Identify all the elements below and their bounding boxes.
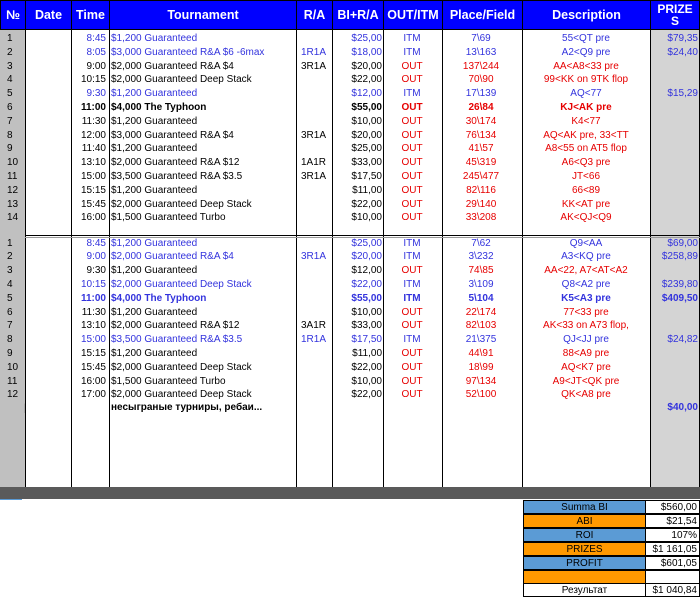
row-description[interactable]: A2<Q9 pre: [561, 47, 611, 58]
row-out-itm[interactable]: OUT: [401, 116, 423, 127]
row-number[interactable]: 12: [7, 389, 19, 400]
row-place-field[interactable]: 18\99: [468, 362, 494, 373]
blue-fill-line: [0, 499, 22, 500]
row-place-field[interactable]: 3\109: [468, 279, 494, 290]
row-prize[interactable]: $15,29: [667, 88, 698, 99]
row-ra[interactable]: [296, 115, 331, 129]
row-description[interactable]: AQ<K7 pre: [561, 362, 611, 373]
row-ra[interactable]: [296, 142, 331, 156]
row-description[interactable]: A3<KQ pre: [561, 251, 611, 262]
row-out-itm[interactable]: ITM: [403, 238, 421, 249]
row-prize[interactable]: $409,50: [661, 293, 698, 304]
row-ra[interactable]: [296, 32, 331, 46]
row-out-itm[interactable]: ITM: [403, 251, 421, 262]
header-prizes[interactable]: [650, 0, 700, 30]
section-divider: [25, 235, 700, 236]
row-tournament[interactable]: $1,200 Guaranteed: [111, 33, 198, 44]
row-time[interactable]: 15:15: [80, 348, 106, 359]
row-place-field[interactable]: 17\139: [465, 88, 497, 99]
row-description[interactable]: Q8<A2 pre: [561, 279, 611, 290]
row-prize[interactable]: [651, 170, 698, 184]
row-ra[interactable]: 1A1R: [300, 157, 326, 168]
row-description[interactable]: 66<89: [571, 185, 601, 196]
row-description[interactable]: KJ<AK pre: [560, 102, 612, 113]
row-out-itm[interactable]: OUT: [401, 348, 423, 359]
row-out-itm[interactable]: OUT: [401, 143, 423, 154]
summary-value[interactable]: 107%: [645, 528, 700, 542]
row-bira[interactable]: $12,00: [351, 88, 382, 99]
row-description[interactable]: AA<22, A7<AT<A2: [544, 265, 628, 276]
grid-line: [25, 30, 26, 499]
row-place-field[interactable]: 30\174: [465, 116, 497, 127]
row-out-itm[interactable]: OUT: [401, 320, 423, 331]
row-number[interactable]: 7: [7, 116, 13, 127]
header-prizes-line2: S: [670, 14, 679, 28]
row-out-itm[interactable]: OUT: [401, 61, 423, 72]
row-number[interactable]: 4: [7, 74, 13, 85]
header-num[interactable]: №: [0, 0, 25, 30]
row-bira[interactable]: $22,00: [351, 199, 382, 210]
row-bira[interactable]: $33,00: [351, 320, 382, 331]
row-bira[interactable]: $17,50: [351, 334, 382, 345]
row-tournament[interactable]: $2,000 Guaranteed Deep Stack: [111, 199, 252, 210]
row-ra[interactable]: [296, 87, 331, 101]
row-prize[interactable]: [651, 156, 698, 170]
summary-value[interactable]: $21,54: [645, 514, 700, 528]
row-out-itm[interactable]: OUT: [401, 171, 423, 182]
row-out-itm[interactable]: OUT: [401, 389, 423, 400]
row-place-field[interactable]: 7\62: [471, 238, 491, 249]
row-time[interactable]: 9:30: [86, 88, 106, 99]
row-number[interactable]: 7: [7, 320, 13, 331]
row-bira[interactable]: $10,00: [351, 376, 382, 387]
row-prize[interactable]: $79,35: [667, 33, 698, 44]
summary-value[interactable]: [645, 570, 700, 584]
row-prize[interactable]: $258,89: [661, 251, 698, 262]
row-time[interactable]: 8:45: [86, 33, 106, 44]
row-place-field[interactable]: 33\208: [465, 212, 497, 223]
row-number[interactable]: 1: [7, 33, 13, 44]
summary-label[interactable]: Summa BI: [523, 500, 645, 514]
summary-value[interactable]: $1 161,05: [645, 542, 700, 556]
row-bira[interactable]: $20,00: [351, 61, 382, 72]
row-ra[interactable]: 1R1A: [300, 47, 326, 58]
row-place-field[interactable]: 137\244: [462, 61, 500, 72]
row-number[interactable]: 2: [7, 47, 13, 58]
header-date[interactable]: Date: [25, 0, 71, 30]
row-bira[interactable]: $22,00: [351, 362, 382, 373]
row-tournament[interactable]: $3,000 Guaranteed R&A $6 -6max: [111, 47, 265, 58]
row-time[interactable]: 16:00: [80, 212, 106, 223]
row-number[interactable]: 11: [7, 171, 18, 182]
row-prize[interactable]: [651, 319, 698, 333]
row-ra[interactable]: [296, 101, 331, 115]
row-time[interactable]: 9:00: [86, 61, 106, 72]
row-number[interactable]: 2: [7, 251, 13, 262]
row-place-field[interactable]: 74\85: [468, 265, 494, 276]
row-number[interactable]: 14: [7, 212, 19, 223]
row-time[interactable]: 10:15: [80, 279, 106, 290]
row-number[interactable]: 3: [7, 265, 13, 276]
row-tournament[interactable]: $4,000 The Typhoon: [111, 102, 207, 113]
header-desc[interactable]: Description: [522, 0, 650, 30]
row-tournament[interactable]: $1,200 Guaranteed: [111, 185, 198, 196]
row-time[interactable]: 9:30: [86, 265, 106, 276]
row-ra[interactable]: [296, 278, 331, 292]
row-number[interactable]: 1: [7, 238, 13, 249]
row-ra[interactable]: [296, 198, 331, 212]
row-ra[interactable]: 3A1R: [300, 320, 326, 331]
row-number[interactable]: 9: [7, 143, 13, 154]
row-place-field[interactable]: 13\163: [465, 47, 497, 58]
row-number[interactable]: 10: [7, 157, 19, 168]
row-number[interactable]: 8: [7, 130, 13, 141]
row-time[interactable]: 8:45: [86, 238, 106, 249]
row-description[interactable]: Q9<AA: [569, 238, 603, 249]
row-description[interactable]: A9<JT<QK pre: [552, 376, 620, 387]
row-ra[interactable]: [296, 237, 331, 251]
result-row: [523, 583, 700, 597]
row-description[interactable]: 55<QT pre: [562, 33, 610, 44]
row-place-field[interactable]: 52\100: [465, 389, 497, 400]
row-out-itm[interactable]: OUT: [401, 199, 423, 210]
row-place-field[interactable]: 245\477: [462, 171, 500, 182]
row-place-field[interactable]: 70\90: [468, 74, 494, 85]
row-time[interactable]: 13:10: [80, 157, 106, 168]
row-number[interactable]: 9: [7, 348, 13, 359]
header-time[interactable]: Time: [71, 0, 109, 30]
row-tournament[interactable]: $1,500 Guaranteed Turbo: [111, 376, 226, 387]
row-place-field[interactable]: 5\104: [468, 293, 494, 304]
row-prize[interactable]: [651, 361, 698, 375]
row-description[interactable]: 99<KK on 9TK flop: [543, 74, 629, 85]
row-ra[interactable]: [296, 388, 331, 402]
row-bira[interactable]: $11,00: [352, 185, 382, 196]
row-time[interactable]: 15:15: [80, 185, 106, 196]
row-bira[interactable]: $55,00: [351, 293, 382, 304]
row-tournament[interactable]: $2,000 Guaranteed Deep Stack: [111, 389, 252, 400]
row-out-itm[interactable]: OUT: [401, 376, 423, 387]
row-bira[interactable]: $25,00: [351, 143, 382, 154]
row-description[interactable]: K5<A3 pre: [561, 293, 611, 304]
row-time[interactable]: 17:00: [80, 389, 106, 400]
summary-row: [523, 528, 700, 542]
row-out-itm[interactable]: ITM: [403, 88, 421, 99]
row-number[interactable]: 5: [7, 88, 13, 99]
row-tournament[interactable]: $1,200 Guaranteed: [111, 307, 198, 318]
row-ra[interactable]: [296, 73, 331, 87]
row-tournament[interactable]: $4,000 The Typhoon: [111, 293, 207, 304]
row-place-field[interactable]: 82\103: [465, 320, 497, 331]
summary-value[interactable]: $560,00: [645, 500, 700, 514]
row-description[interactable]: A6<Q3 pre: [561, 157, 611, 168]
row-bira[interactable]: $25,00: [351, 238, 382, 249]
row-ra[interactable]: [296, 306, 331, 320]
row-tournament[interactable]: $2,000 Guaranteed Deep Stack: [111, 362, 252, 373]
row-tournament[interactable]: $3,500 Guaranteed R&A $3.5: [111, 171, 243, 182]
row-number[interactable]: 10: [7, 362, 19, 373]
row-place-field[interactable]: 45\319: [465, 157, 497, 168]
row-time[interactable]: 11:40: [81, 143, 106, 154]
row-time[interactable]: 15:00: [80, 334, 106, 345]
summary-label[interactable]: ROI: [523, 528, 645, 542]
row-place-field[interactable]: 76\134: [465, 130, 497, 141]
row-out-itm[interactable]: OUT: [401, 74, 423, 85]
row-bira[interactable]: $18,00: [351, 47, 382, 58]
row-ra[interactable]: 3R1A: [300, 61, 326, 72]
row-bira[interactable]: $11,00: [352, 348, 382, 359]
row-description[interactable]: K4<77: [571, 116, 601, 127]
header-tournament[interactable]: Tournament: [109, 0, 296, 30]
row-ra[interactable]: [296, 361, 331, 375]
row-place-field[interactable]: 29\140: [465, 199, 497, 210]
row-bira[interactable]: $10,00: [351, 307, 382, 318]
row-number[interactable]: 3: [7, 61, 13, 72]
row-tournament[interactable]: $2,000 Guaranteed Deep Stack: [111, 74, 252, 85]
header-bira[interactable]: BI+R/A: [332, 0, 383, 30]
row-out-itm[interactable]: OUT: [401, 362, 423, 373]
summary-value[interactable]: $601,05: [645, 556, 700, 570]
row-prize[interactable]: [651, 306, 698, 320]
row-ra[interactable]: [296, 211, 331, 225]
row-prize[interactable]: [651, 347, 698, 361]
row-tournament[interactable]: $2,000 Guaranteed R&A $4: [111, 61, 234, 72]
row-out-itm[interactable]: OUT: [401, 130, 423, 141]
row-number[interactable]: 4: [7, 279, 13, 290]
row-bira[interactable]: $17,50: [351, 171, 382, 182]
row-bira[interactable]: $33,00: [351, 157, 382, 168]
row-prize[interactable]: [651, 211, 698, 225]
row-number[interactable]: 12: [7, 185, 19, 196]
header-ra[interactable]: R/A: [296, 0, 332, 30]
row-prize[interactable]: [651, 60, 698, 74]
row-bira[interactable]: $10,00: [351, 212, 382, 223]
row-description[interactable]: AA<A8<33 pre: [553, 61, 619, 72]
row-ra[interactable]: [296, 264, 331, 278]
row-place-field[interactable]: 3\232: [468, 251, 494, 262]
summary-label[interactable]: ABI: [523, 514, 645, 528]
row-prize[interactable]: [651, 115, 698, 129]
row-ra[interactable]: [296, 347, 331, 361]
row-time[interactable]: 11:00: [80, 102, 106, 113]
row-number[interactable]: 13: [7, 199, 19, 210]
row-prize[interactable]: [651, 142, 698, 156]
row-ra[interactable]: [296, 184, 331, 198]
row-out-itm[interactable]: OUT: [401, 265, 423, 276]
header-outitm[interactable]: OUT/ITM: [383, 0, 442, 30]
row-out-itm[interactable]: ITM: [403, 279, 421, 290]
row-bira[interactable]: $22,00: [351, 74, 382, 85]
extra-row-label[interactable]: несыграные турниры, ребаи...: [111, 402, 263, 413]
row-number[interactable]: 6: [7, 307, 13, 318]
row-number[interactable]: 5: [7, 293, 13, 304]
row-tournament[interactable]: $1,500 Guaranteed Turbo: [111, 212, 226, 223]
row-time[interactable]: 11:30: [81, 307, 106, 318]
row-out-itm[interactable]: ITM: [403, 33, 421, 44]
row-time[interactable]: 15:45: [80, 199, 106, 210]
header-prizes-line1: PRIZE: [657, 2, 693, 16]
row-out-itm[interactable]: OUT: [401, 157, 423, 168]
row-tournament[interactable]: $1,200 Guaranteed: [111, 238, 198, 249]
row-prize[interactable]: [651, 388, 698, 402]
row-place-field[interactable]: 26\84: [468, 102, 494, 113]
result-value[interactable]: $1 040,84: [645, 583, 700, 597]
row-prize[interactable]: $69,00: [667, 238, 698, 249]
row-tournament[interactable]: $1,200 Guaranteed: [111, 116, 198, 127]
row-time[interactable]: 9:00: [86, 251, 106, 262]
row-ra[interactable]: 3R1A: [300, 130, 326, 141]
row-tournament[interactable]: $1,200 Guaranteed: [111, 265, 198, 276]
row-number[interactable]: 11: [7, 376, 18, 387]
row-out-itm[interactable]: OUT: [401, 212, 423, 223]
row-description[interactable]: JT<66: [571, 171, 601, 182]
summary-row: [523, 500, 700, 514]
row-time[interactable]: 16:00: [80, 376, 106, 387]
summary-label[interactable]: [523, 570, 645, 584]
row-description[interactable]: AQ<AK pre, 33<TT: [543, 130, 629, 141]
row-prize[interactable]: [651, 73, 698, 87]
row-description[interactable]: AK<QJ<Q9: [560, 212, 612, 223]
header-place[interactable]: Place/Field: [442, 0, 522, 30]
row-place-field[interactable]: 82\116: [466, 185, 496, 196]
row-prize[interactable]: [651, 184, 698, 198]
row-description[interactable]: AK<33 on A73 flop,: [543, 320, 629, 331]
row-description[interactable]: A8<55 on AT5 flop: [545, 143, 627, 154]
row-out-itm[interactable]: ITM: [403, 47, 421, 58]
row-prize[interactable]: $239,80: [661, 279, 698, 290]
row-place-field[interactable]: 41\57: [468, 143, 494, 154]
row-time[interactable]: 12:00: [80, 130, 106, 141]
row-prize[interactable]: $24,82: [667, 334, 698, 345]
row-place-field[interactable]: 97\134: [465, 376, 497, 387]
row-bira[interactable]: $55,00: [351, 102, 382, 113]
row-time[interactable]: 11:00: [80, 293, 106, 304]
row-ra[interactable]: 3R1A: [300, 171, 326, 182]
row-ra[interactable]: [296, 292, 331, 306]
row-description[interactable]: KK<AT pre: [561, 199, 611, 210]
row-bira[interactable]: $20,00: [351, 251, 382, 262]
row-description[interactable]: AQ<77: [570, 88, 602, 99]
row-prize[interactable]: [651, 375, 698, 389]
row-tournament[interactable]: $2,000 Guaranteed Deep Stack: [111, 279, 252, 290]
row-prize[interactable]: [651, 264, 698, 278]
row-description[interactable]: 77<33 pre: [563, 307, 609, 318]
summary-label[interactable]: PROFIT: [523, 556, 645, 570]
row-time[interactable]: 15:45: [80, 362, 106, 373]
row-prize[interactable]: [651, 101, 698, 115]
summary-row: [523, 570, 700, 584]
row-tournament[interactable]: $1,200 Guaranteed: [111, 88, 198, 99]
row-tournament[interactable]: $2,000 Guaranteed R&A $4: [111, 251, 234, 262]
row-tournament[interactable]: $1,200 Guaranteed: [111, 143, 198, 154]
row-ra[interactable]: 1R1A: [300, 334, 326, 345]
row-out-itm[interactable]: ITM: [403, 293, 421, 304]
row-number[interactable]: 6: [7, 102, 13, 113]
row-number[interactable]: 8: [7, 334, 13, 345]
row-tournament[interactable]: $2,000 Guaranteed R&A $12: [111, 157, 240, 168]
row-out-itm[interactable]: ITM: [403, 334, 421, 345]
row-place-field[interactable]: 44\91: [468, 348, 494, 359]
row-tournament[interactable]: $3,500 Guaranteed R&A $3.5: [111, 334, 243, 345]
row-out-itm[interactable]: OUT: [401, 102, 423, 113]
row-description[interactable]: QJ<JJ pre: [563, 334, 609, 345]
row-prize[interactable]: [651, 198, 698, 212]
row-bira[interactable]: $22,00: [351, 389, 382, 400]
row-ra[interactable]: [296, 375, 331, 389]
row-bira[interactable]: $12,00: [351, 265, 382, 276]
extra-row-marker: |: [24, 403, 27, 414]
summary-row: [523, 542, 700, 556]
summary-row: [523, 556, 700, 570]
extra-row-prize[interactable]: $40,00: [667, 402, 698, 413]
row-tournament[interactable]: $3,000 Guaranteed R&A $4: [111, 130, 234, 141]
summary-label[interactable]: PRIZES: [523, 542, 645, 556]
row-time[interactable]: 11:30: [81, 116, 106, 127]
row-out-itm[interactable]: OUT: [401, 185, 423, 196]
row-out-itm[interactable]: OUT: [401, 307, 423, 318]
row-place-field[interactable]: 22\174: [465, 307, 497, 318]
row-bira[interactable]: $22,00: [351, 279, 382, 290]
row-time[interactable]: 15:00: [80, 171, 106, 182]
row-prize[interactable]: [651, 129, 698, 143]
row-ra[interactable]: 3R1A: [300, 251, 326, 262]
row-description[interactable]: QK<A8 pre: [561, 389, 611, 400]
row-bira[interactable]: $20,00: [351, 130, 382, 141]
table-bottom-bar: [0, 487, 700, 499]
row-tournament[interactable]: $2,000 Guaranteed R&A $12: [111, 320, 240, 331]
row-place-field[interactable]: 7\69: [471, 33, 491, 44]
row-time[interactable]: 13:10: [80, 320, 106, 331]
row-tournament[interactable]: $1,200 Guaranteed: [111, 348, 198, 359]
row-prize[interactable]: $24,40: [667, 47, 698, 58]
row-place-field[interactable]: 21\375: [465, 334, 497, 345]
row-bira[interactable]: $10,00: [351, 116, 382, 127]
row-time[interactable]: 8:05: [86, 47, 106, 58]
result-label[interactable]: Результат: [523, 583, 645, 597]
summary-row: [523, 514, 700, 528]
row-time[interactable]: 10:15: [80, 74, 106, 85]
row-bira[interactable]: $25,00: [351, 33, 382, 44]
row-description[interactable]: 88<A9 pre: [562, 348, 610, 359]
